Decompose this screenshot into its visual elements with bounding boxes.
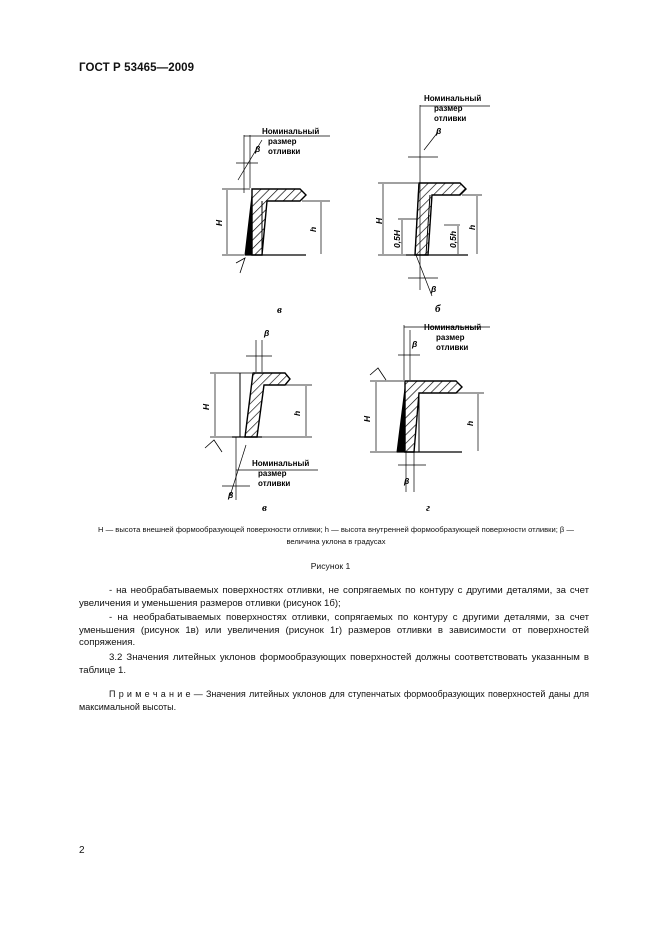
subfigure-top-right [378,105,490,296]
subfigure-bottom-right [370,325,490,492]
sublabel-top-right: б [435,303,441,315]
note-label: П р и м е ч а н и е [109,689,191,699]
nominal-label-bl-1: Номинальный [252,459,310,468]
paragraph-1: - на необрабатываемых поверхностях отливки, не сопрягаемых по контуру с другими деталями, за счет увеличения и уменьшения размеров отливки (рисунок 1б); [79,585,589,609]
nominal-label-br-3: отливки [436,343,469,352]
note-text: — Значения литейных уклонов для ступенчатых формообразующих поверхностей даны для максимальной высоты. [79,689,589,712]
beta-label-br-top: β [412,339,418,349]
nominal-label-tr-1: Номинальный [424,94,482,103]
half-h-label-tr: 0,5h [448,230,458,248]
document-header: ГОСТ Р 53465—2009 [79,62,195,74]
h-label-br: h [465,420,475,426]
nominal-label-tr-3: отливки [434,114,467,123]
beta-label-tl: β [255,144,261,154]
figure-caption: Рисунок 1 [310,561,351,571]
h-label-tr: h [467,224,477,230]
h-label-tl: h [308,226,318,232]
paragraph-3: 3.2 Значения литейных уклонов формообразующих поверхностей должны соответствовать указанным в таблице 1. [79,652,589,676]
page-number: 2 [79,845,85,856]
nominal-label-bl-3: отливки [258,479,291,488]
beta-label-bl-top: β [264,328,270,338]
beta-label-bl-bottom: β [228,490,234,500]
nominal-label-br-2: размер [436,333,465,342]
nominal-label-tr-2: размер [434,104,463,113]
nominal-label-tl-2: размер [268,137,297,146]
note-paragraph [79,688,589,713]
sublabel-bottom-left: в [262,502,267,514]
nominal-label-bl-2: размер [258,469,287,478]
h-label-bl: h [292,410,302,416]
nominal-label-tl-3: отливки [268,147,301,156]
paragraph-2: - на необрабатываемых поверхностях отливки, сопрягаемых по контуру с другими деталями, за счет уменьшения (рисунок 1в) или увеличения (рисунок 1г) размеров отливки в зависимости от поверхностей сопряжения. [79,612,589,649]
nominal-label-br-1: Номинальный [424,323,482,332]
beta-label-tr-top: β [436,126,442,136]
H-label-tr: H [374,217,384,224]
H-label-br: H [362,415,372,422]
sublabel-top-left: в [277,304,282,316]
half-H-label-tr: 0,5H [392,230,402,248]
nominal-label-tl-1: Номинальный [262,127,320,136]
figure-legend: H — высота внешней формообразующей поверхности отливки; h — высота внутренней формообразующей поверхности отливки; β — величина уклона в градусах [97,525,575,546]
beta-label-tr-bottom: β [431,284,437,294]
beta-label-br-bottom: β [404,476,410,486]
H-label-bl: H [201,403,211,410]
H-label-tl: H [214,219,224,226]
sublabel-bottom-right: г [426,502,431,514]
